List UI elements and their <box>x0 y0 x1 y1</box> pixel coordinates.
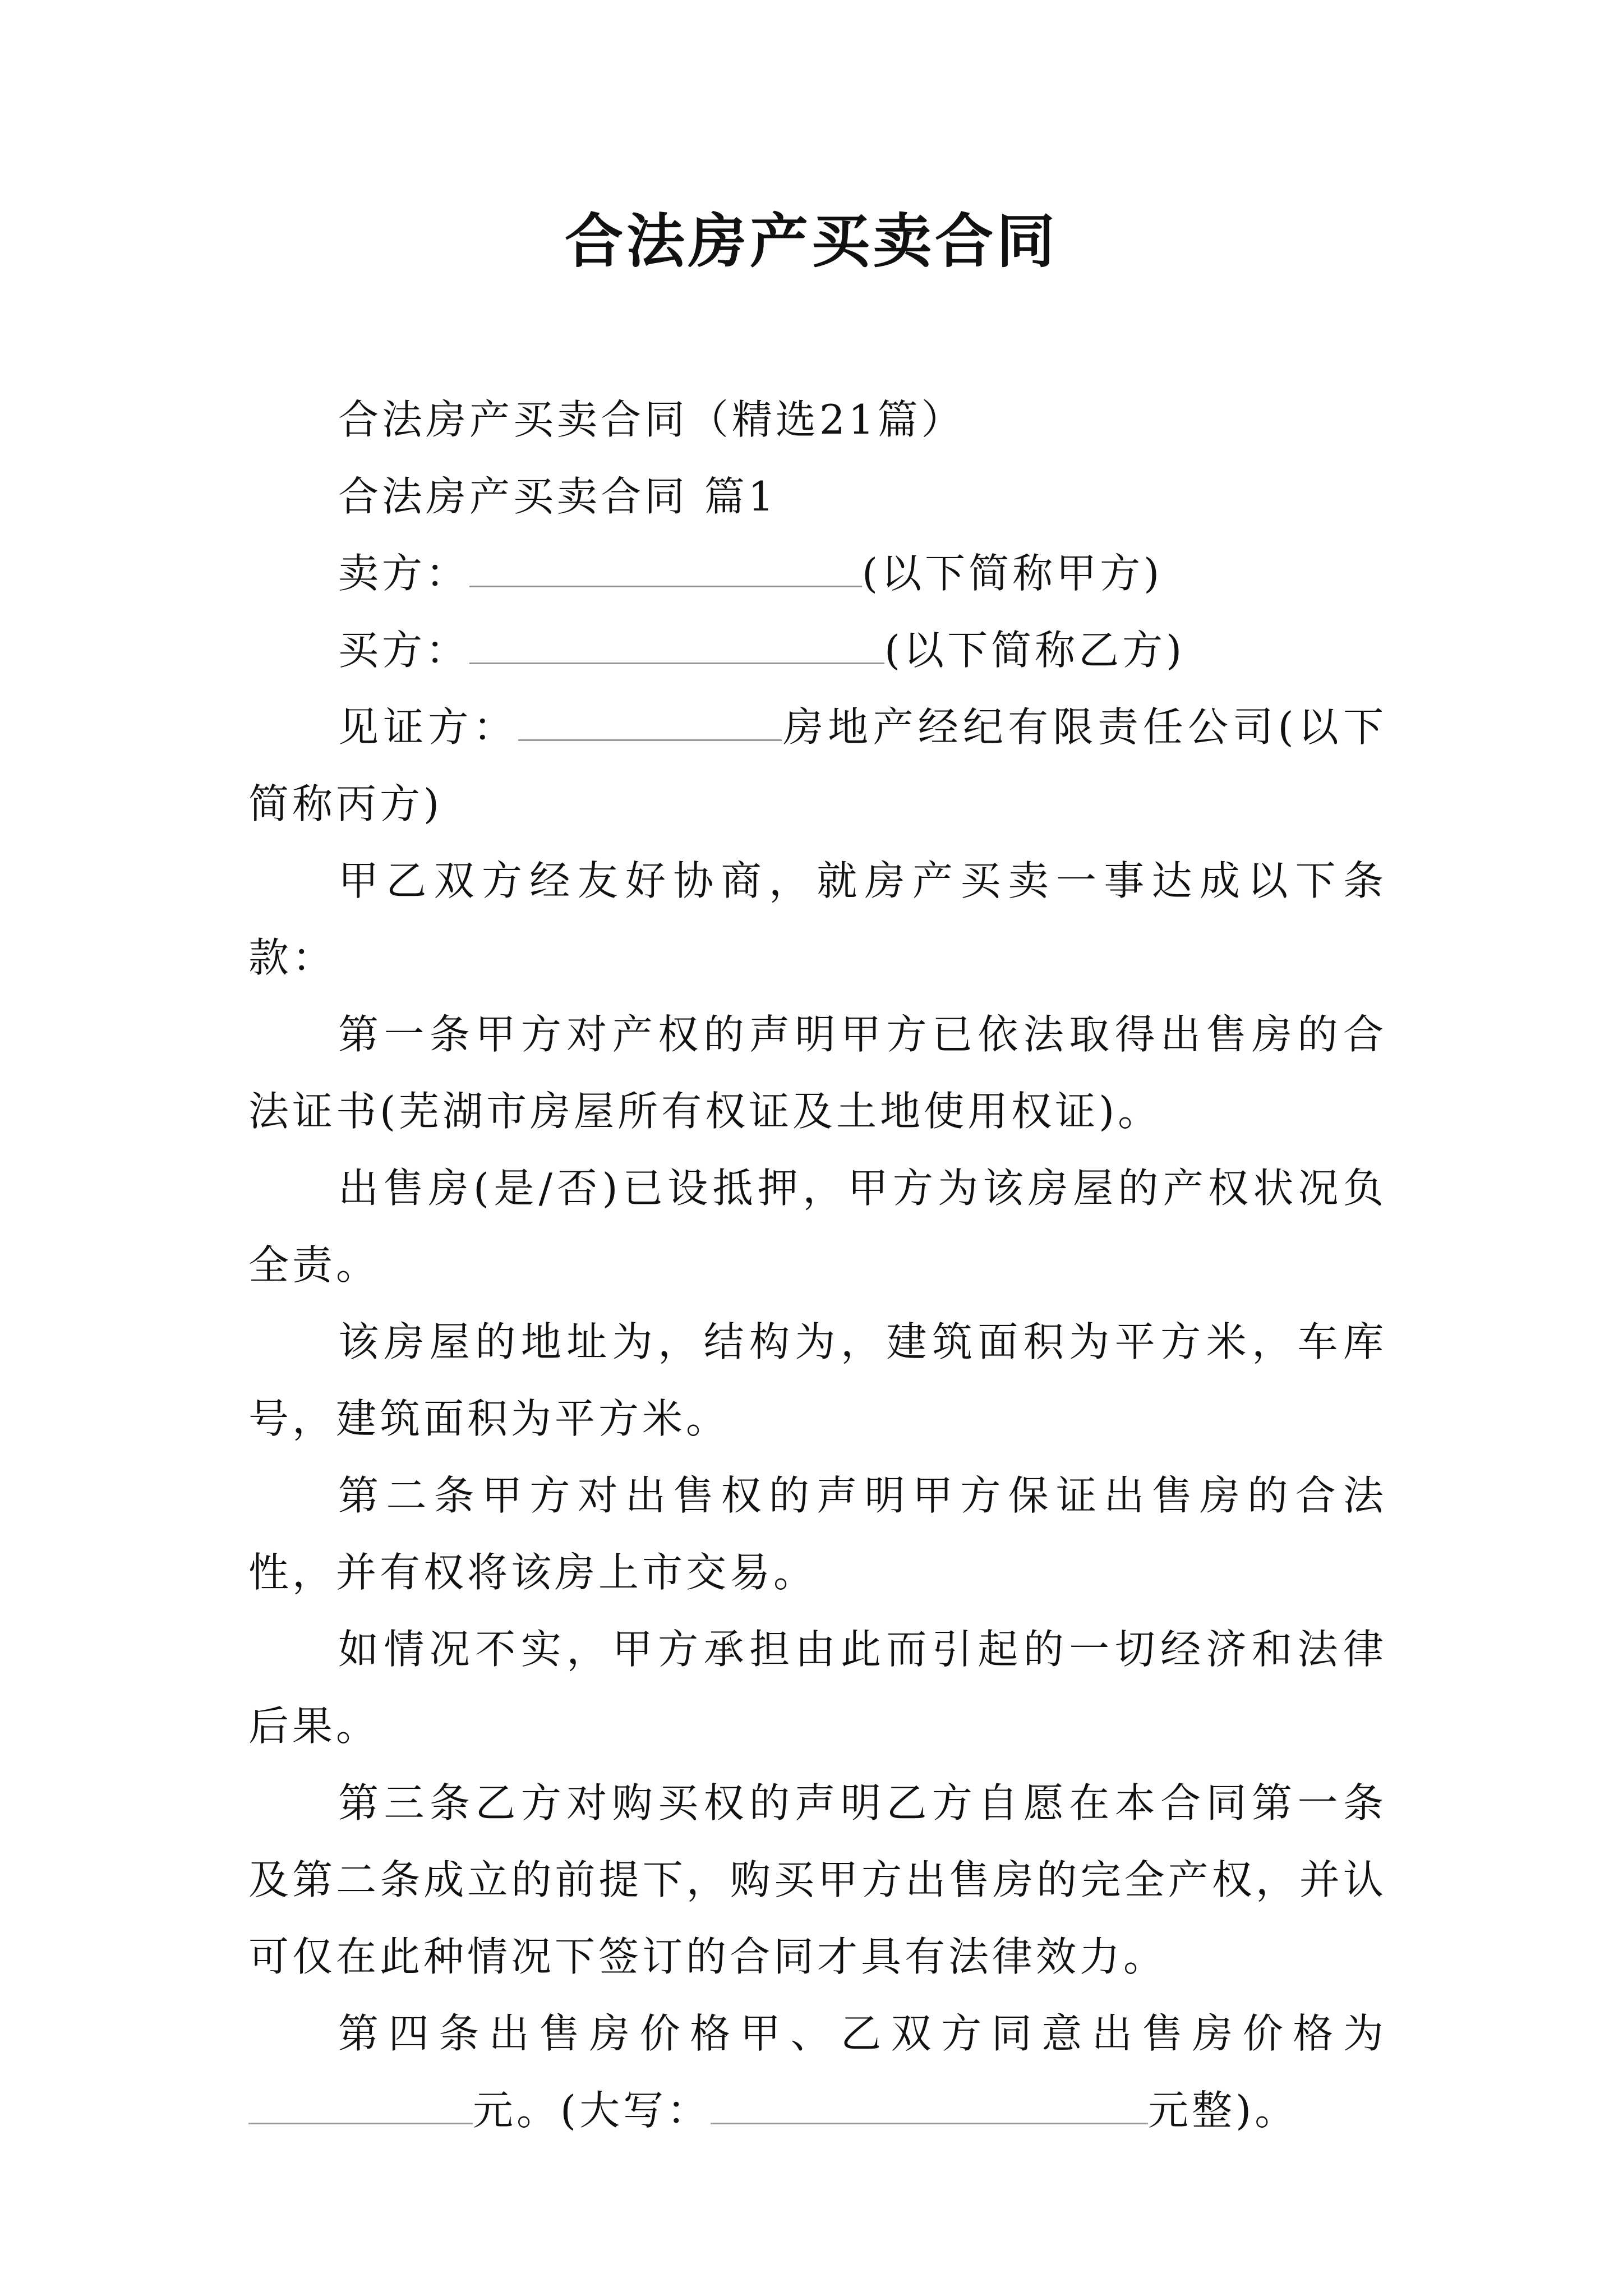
article-4 <box>248 1995 1387 2149</box>
article-3: 第三条乙方对购买权的声明乙方自愿在本合同第一条及第二条成立的前提下，购买甲方出售房的完全产权，并认可仅在此种情况下签订的合同才具有法律效力。 <box>248 1779 1387 1980</box>
buyer-blank <box>469 630 884 664</box>
witness-line <box>248 689 1387 843</box>
seller-label: 卖方： <box>338 550 470 597</box>
article-4-unit: 元。(大写： <box>473 2087 711 2134</box>
price-blank <box>248 2090 473 2124</box>
seller-blank <box>469 553 862 587</box>
false-claim-paragraph: 如情况不实，甲方承担由此而引起的一切经济和法律后果。 <box>248 1626 1387 1750</box>
article-4-end: 元整)。 <box>1148 2087 1299 2134</box>
article-2: 第二条甲方对出售权的声明甲方保证出售房的合法性，并有权将该房上市交易。 <box>248 1472 1387 1596</box>
article-1: 第一条甲方对产权的声明甲方已依法取得出售房的合法证书(芜湖市房屋所有权证及土地使用权证)。 <box>248 1011 1387 1135</box>
price-uppercase-blank <box>711 2090 1148 2124</box>
section-heading: 合法房产买卖合同 篇1 <box>338 473 777 520</box>
article-4-text: 第四条出售房价格甲、乙双方同意出售房价格为 <box>338 2010 1387 2057</box>
buyer-label: 买方： <box>338 627 470 674</box>
seller-note: (以下简称甲方) <box>862 550 1163 597</box>
seller-line <box>248 535 1387 612</box>
subtitle: 合法房产买卖合同（精选21篇） <box>338 396 965 443</box>
witness-blank <box>518 707 782 741</box>
buyer-line <box>248 612 1387 689</box>
buyer-note: (以下简称乙方) <box>884 627 1186 674</box>
document-title: 合法房产买卖合同 <box>564 206 1058 275</box>
witness-note: 房地产经纪有限责任公司(以下简称丙方) <box>248 703 1387 827</box>
witness-label: 见证方： <box>338 703 518 751</box>
address-paragraph: 该房屋的地址为，结构为，建筑面积为平方米，车库号，建筑面积为平方米。 <box>248 1318 1387 1442</box>
document-body <box>248 381 1387 2149</box>
mortgage-paragraph: 出售房(是/否)已设抵押，甲方为该房屋的产权状况负全责。 <box>248 1165 1387 1289</box>
intro-paragraph: 甲乙双方经友好协商，就房产买卖一事达成以下条款： <box>248 857 1387 981</box>
